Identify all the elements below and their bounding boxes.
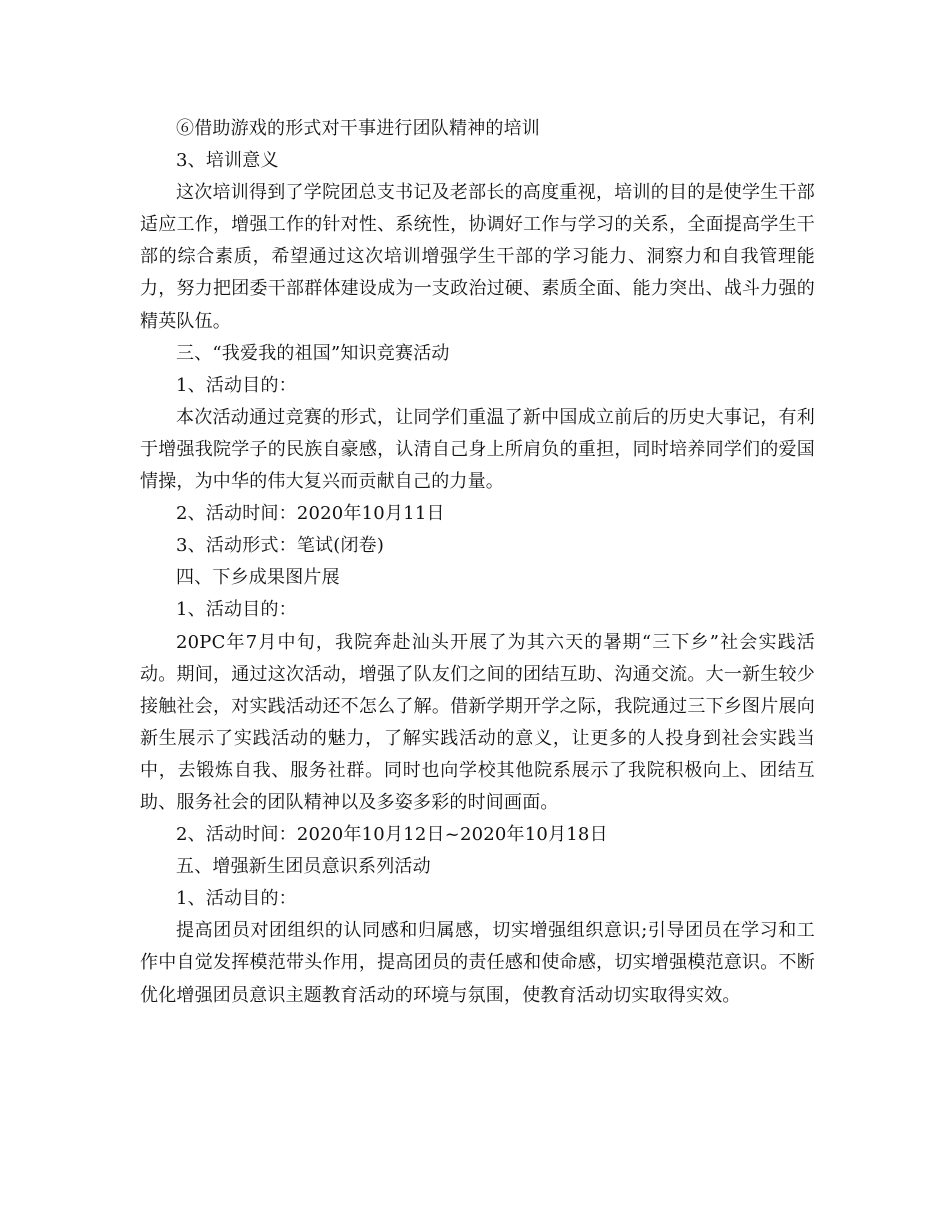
heading-knowledge-contest: 三、“我爱我的祖国”知识竞赛活动 [176, 342, 450, 364]
paragraph-training-item-6: ⑥借助游戏的形式对干事进行团队精神的培训 [176, 118, 540, 139]
heading-exhibition-purpose: 1、活动目的： [176, 599, 297, 621]
heading-member-awareness: 五、增强新生团员意识系列活动 [176, 856, 431, 878]
paragraph-contest-time: 2、活动时间：2020年10月11日 [176, 503, 445, 525]
paragraph-contest-format: 3、活动形式：笔试(闭卷) [176, 535, 385, 557]
paragraph-training-significance: 这次培训得到了学院团总支书记及老部长的高度重视，培训的目的是使学生干部适应工作，增强工作的针对性、系统性，协调好工作与学习的关系，全面提高学生干部的综合素质，希望通过这次培训增强学生干部的学习能力、洞察力和自我管理能力，努力把团委干部群体建设成为一支政治过硬、素质全面、能力突出、战斗力强的精英队伍。 [140, 182, 815, 332]
paragraph-contest-purpose: 本次活动通过竞赛的形式，让同学们重温了新中国成立前后的历史大事记，有利于增强我院学子的民族自豪感，认清自己身上所肩负的重担，同时培养同学们的爱国情操，为中华的伟大复兴而贡献自己的力量。 [140, 406, 815, 493]
heading-photo-exhibition: 四、下乡成果图片展 [176, 567, 340, 589]
heading-contest-purpose: 1、活动目的： [176, 374, 297, 396]
paragraph-exhibition-purpose: 20PC年7月中旬，我院奔赴汕头开展了为其六天的暑期“三下乡”社会实践活动。期间，通过这次活动，增强了队友们之间的团结互助、沟通交流。大一新生较少接触社会，对实践活动还不怎么了解。借新学期开学之际，我院通过三下乡图片展向新生展示了实践活动的魅力，了解实践活动的意义，让更多的人投身到社会实践当中，去锻炼自我、服务社群。同时也向学校其他院系展示了我院积极向上、团结互助、服务社会的团队精神以及多姿多彩的时间画面。 [140, 631, 815, 813]
heading-training-significance: 3、培训意义 [176, 150, 279, 172]
heading-awareness-purpose: 1、活动目的： [176, 888, 297, 910]
paragraph-awareness-purpose: 提高团员对团组织的认同感和归属感，切实增强组织意识;引导团员在学习和工作中自觉发挥模范带头作用，提高团员的责任感和使命感，切实增强模范意识。不断优化增强团员意识主题教育活动的环境与氛围，使教育活动切实取得实效。 [140, 920, 815, 1006]
paragraph-exhibition-time: 2、活动时间：2020年10月12日~2020年10月18日 [176, 824, 608, 846]
